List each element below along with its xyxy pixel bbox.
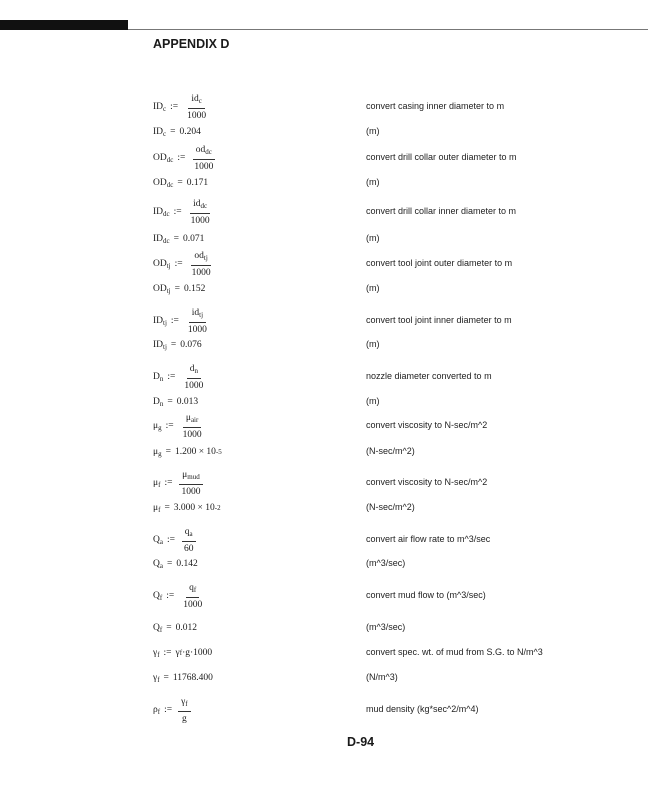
equation	[153, 249, 214, 279]
equation-description: convert tool joint inner diameter to m	[366, 315, 512, 325]
operator: =	[170, 127, 176, 137]
symbol: γ	[153, 647, 158, 658]
equation-description: (m^3/sec)	[366, 622, 406, 632]
computed-value: 11768.400	[172, 673, 213, 683]
equation-description: (N/m^3)	[366, 672, 398, 682]
equation	[153, 581, 205, 611]
symbol-subscript: dc	[163, 209, 170, 218]
equation-lhs	[153, 447, 162, 458]
operator: :=	[166, 535, 175, 545]
symbol: Q	[153, 622, 160, 633]
symbol: ID	[153, 315, 164, 326]
computed-value: 0.152	[183, 284, 206, 294]
fraction-numerator	[179, 469, 203, 485]
equation	[153, 501, 221, 515]
exponent: -2	[214, 504, 221, 512]
equation-description: nozzle diameter converted to m	[366, 371, 492, 381]
equation-lhs	[153, 559, 163, 570]
operator: :=	[163, 648, 172, 658]
equation-lhs	[153, 340, 167, 351]
symbol: μ	[153, 502, 159, 513]
fraction-denominator: g	[181, 713, 187, 724]
symbol-subscript: a	[159, 537, 163, 546]
equation-description: (m)	[366, 283, 380, 293]
equation-lhs	[153, 705, 160, 716]
equation-lhs	[153, 178, 173, 189]
equation-description: (m)	[366, 339, 380, 349]
equation-description: (N-sec/m^2)	[366, 502, 415, 512]
computed-value: 1.200 × 10	[174, 447, 216, 457]
numerator-subscript: tj	[203, 253, 208, 262]
equation	[153, 557, 198, 571]
equation	[153, 338, 202, 352]
equation-description: convert air flow rate to m^3/sec	[366, 534, 491, 544]
symbol-subscript: c	[163, 104, 167, 113]
symbol: ID	[153, 126, 164, 137]
equation-lhs	[153, 284, 171, 295]
numerator-subscript: f	[185, 699, 188, 708]
fraction-denominator: 1000	[187, 324, 207, 335]
symbol: OD	[153, 258, 167, 269]
fraction	[181, 363, 206, 392]
operator: :=	[170, 316, 179, 326]
operator: =	[166, 559, 173, 569]
computed-value: 0.076	[180, 340, 202, 350]
operator: :=	[164, 478, 173, 488]
equation	[153, 468, 203, 498]
operator: :=	[177, 153, 186, 163]
equation-lhs	[153, 127, 166, 138]
fraction-denominator: 1000	[183, 599, 203, 610]
operator: =	[165, 447, 171, 457]
fraction	[189, 250, 214, 279]
equation	[153, 621, 197, 635]
numerator-subscript: dc	[200, 201, 208, 210]
symbol: D	[153, 371, 160, 382]
numerator-subscript: mud	[187, 472, 200, 481]
symbol: Q	[153, 590, 160, 601]
fraction-numerator	[189, 307, 206, 323]
equation	[153, 125, 201, 139]
fraction-numerator	[187, 363, 201, 379]
equation-lhs	[153, 102, 166, 113]
numerator-subscript: dc	[205, 147, 212, 156]
fraction-numerator	[178, 696, 191, 712]
symbol: μ	[153, 477, 159, 488]
equation-description: convert drill collar outer diameter to m	[366, 152, 517, 162]
symbol-subscript: tj	[166, 261, 171, 270]
equation-description: (m)	[366, 126, 380, 136]
equation	[153, 646, 212, 660]
equation-description: convert drill collar inner diameter to m	[366, 206, 517, 216]
symbol-subscript: c	[163, 129, 167, 138]
symbol-subscript: tj	[163, 318, 167, 327]
equation-lhs	[153, 503, 160, 514]
equation	[153, 197, 213, 227]
operator: =	[167, 397, 173, 407]
numerator-symbol: μ	[185, 412, 191, 423]
symbol: OD	[153, 283, 167, 294]
operator: =	[166, 623, 172, 633]
symbol-subscript: dc	[166, 180, 174, 189]
symbol: D	[153, 396, 160, 407]
operator: :=	[170, 102, 179, 112]
fraction-denominator: 1000	[184, 380, 204, 391]
equation	[153, 695, 191, 725]
fraction	[188, 198, 213, 227]
symbol-subscript: f	[159, 593, 163, 602]
fraction-denominator: 1000	[190, 215, 210, 226]
symbol: ρ	[153, 704, 158, 715]
equation	[153, 92, 209, 122]
operator: =	[174, 284, 180, 294]
equation-lhs	[153, 372, 163, 383]
computed-value: 0.071	[183, 234, 205, 244]
fraction-denominator: 1000	[194, 161, 214, 172]
equation-description: mud density (kg*sec^2/m^4)	[366, 704, 479, 714]
fraction-numerator	[182, 526, 196, 542]
symbol-subscript: f	[158, 505, 161, 514]
equation-description: (m^3/sec)	[366, 558, 406, 568]
symbol: Q	[153, 558, 160, 569]
symbol: ID	[153, 101, 164, 112]
numerator-subscript: n	[194, 366, 198, 375]
equation	[153, 232, 204, 246]
operator: :=	[167, 372, 176, 382]
symbol-subscript: f	[158, 480, 161, 489]
computed-value: 0.142	[176, 559, 198, 569]
symbol-subscript: n	[159, 374, 164, 383]
operator: :=	[164, 705, 173, 715]
symbol: ID	[153, 206, 164, 217]
symbol-subscript: f	[157, 650, 160, 659]
fraction-denominator: 1000	[187, 110, 207, 121]
equation	[153, 411, 205, 441]
symbol: OD	[153, 177, 167, 188]
numerator-symbol: od	[194, 250, 204, 261]
symbol-subscript: g	[158, 423, 162, 432]
equation	[153, 176, 208, 190]
equation-lhs	[153, 421, 162, 432]
operator: :=	[174, 259, 183, 269]
equation-description: convert spec. wt. of mud from S.G. to N/m^3	[366, 647, 543, 657]
equation-lhs	[153, 207, 170, 218]
operator: :=	[173, 207, 182, 217]
fraction-numerator	[183, 412, 201, 428]
numerator-symbol: od	[195, 144, 206, 155]
fraction	[184, 93, 209, 122]
fraction	[180, 582, 205, 611]
equation-lhs	[153, 623, 162, 634]
symbol-subscript: tj	[166, 286, 171, 295]
fraction-numerator	[190, 198, 210, 214]
equation-lhs	[153, 535, 163, 546]
numerator-subscript: a	[189, 529, 193, 538]
fraction-numerator	[191, 250, 210, 266]
equation-description: (m)	[366, 233, 380, 243]
equation-lhs	[153, 478, 160, 489]
numerator-subscript: f	[193, 585, 197, 594]
fraction-denominator: 60	[183, 543, 194, 554]
operator: =	[173, 234, 179, 244]
fraction	[185, 307, 210, 336]
numerator-symbol: id	[193, 198, 201, 209]
numerator-subscript: air	[190, 415, 199, 424]
numerator-symbol: q	[184, 526, 190, 537]
operator: :=	[166, 591, 175, 601]
fraction-numerator	[186, 582, 199, 598]
equation-lhs	[153, 648, 160, 659]
equation-lhs	[153, 397, 163, 408]
symbol-subscript: g	[158, 449, 162, 458]
fraction-denominator: 1000	[182, 429, 202, 440]
equation-description: convert viscosity to N-sec/m^2	[366, 477, 488, 487]
symbol-subscript: dc	[163, 236, 170, 245]
expression-tail: ·g·1000	[182, 648, 213, 658]
equation-lhs	[153, 153, 173, 164]
expression-symbol: γ	[175, 648, 180, 658]
numerator-subscript: c	[198, 96, 202, 105]
equation	[153, 282, 205, 296]
symbol: ID	[153, 233, 164, 244]
computed-value: 0.013	[176, 397, 199, 407]
operator: =	[170, 340, 177, 350]
fraction	[181, 526, 197, 555]
symbol-subscript: f	[157, 707, 161, 716]
equation-description: (m)	[366, 177, 380, 187]
equation	[153, 445, 222, 459]
symbol: OD	[153, 152, 167, 163]
symbol-subscript: a	[159, 561, 163, 570]
fraction	[191, 144, 216, 173]
equation-description: (N-sec/m^2)	[366, 446, 415, 456]
symbol-subscript: n	[159, 399, 164, 408]
symbol-subscript: f	[159, 625, 163, 634]
numerator-symbol: id	[191, 93, 199, 104]
fraction-numerator	[188, 93, 205, 109]
operator: =	[164, 503, 170, 513]
equation-lhs	[153, 234, 170, 245]
equation	[153, 395, 198, 409]
operator: =	[177, 178, 183, 188]
operator: =	[163, 673, 169, 683]
equation-lhs	[153, 259, 171, 270]
equation	[153, 362, 206, 392]
equation	[153, 306, 210, 336]
fraction	[178, 469, 203, 498]
symbol: μ	[153, 420, 159, 431]
page-number: D-94	[347, 735, 375, 749]
computed-value: 3.000 × 10	[173, 503, 215, 513]
exponent: -5	[215, 448, 222, 456]
symbol-subscript: dc	[166, 155, 174, 164]
numerator-subscript: tj	[199, 310, 204, 319]
equation	[153, 525, 196, 555]
symbol: μ	[153, 446, 159, 457]
equation-description: (m)	[366, 396, 380, 406]
numerator-symbol: q	[189, 582, 194, 593]
fraction	[178, 696, 191, 725]
equation-lhs	[153, 316, 167, 327]
expression-subscript: f	[179, 649, 183, 657]
fraction-denominator: 1000	[191, 267, 211, 278]
operator: :=	[165, 421, 174, 431]
fraction-denominator: 1000	[181, 486, 201, 497]
computed-value: 0.171	[186, 178, 209, 188]
symbol-subscript: f	[157, 675, 160, 684]
fraction-numerator	[193, 144, 215, 160]
symbol-subscript: tj	[163, 342, 167, 351]
symbol: γ	[153, 672, 158, 683]
equation-description: convert tool joint outer diameter to m	[366, 258, 513, 268]
equation-lhs	[153, 673, 160, 684]
computed-value: 0.204	[179, 127, 201, 137]
computed-value: 0.012	[175, 623, 197, 633]
numerator-symbol: μ	[182, 469, 188, 480]
fraction	[180, 412, 205, 441]
numerator-symbol: id	[191, 307, 200, 318]
equation-lhs	[153, 591, 162, 602]
equation-description: convert mud flow to (m^3/sec)	[366, 590, 486, 600]
numerator-symbol: d	[189, 363, 195, 374]
equation	[153, 143, 216, 173]
symbol: ID	[153, 339, 164, 350]
page-title: APPENDIX D	[153, 37, 230, 51]
equation-description: convert viscosity to N-sec/m^2	[366, 420, 488, 430]
symbol: Q	[153, 534, 160, 545]
numerator-symbol: γ	[181, 696, 186, 707]
equation	[153, 671, 213, 685]
equation-description: convert casing inner diameter to m	[366, 101, 505, 111]
